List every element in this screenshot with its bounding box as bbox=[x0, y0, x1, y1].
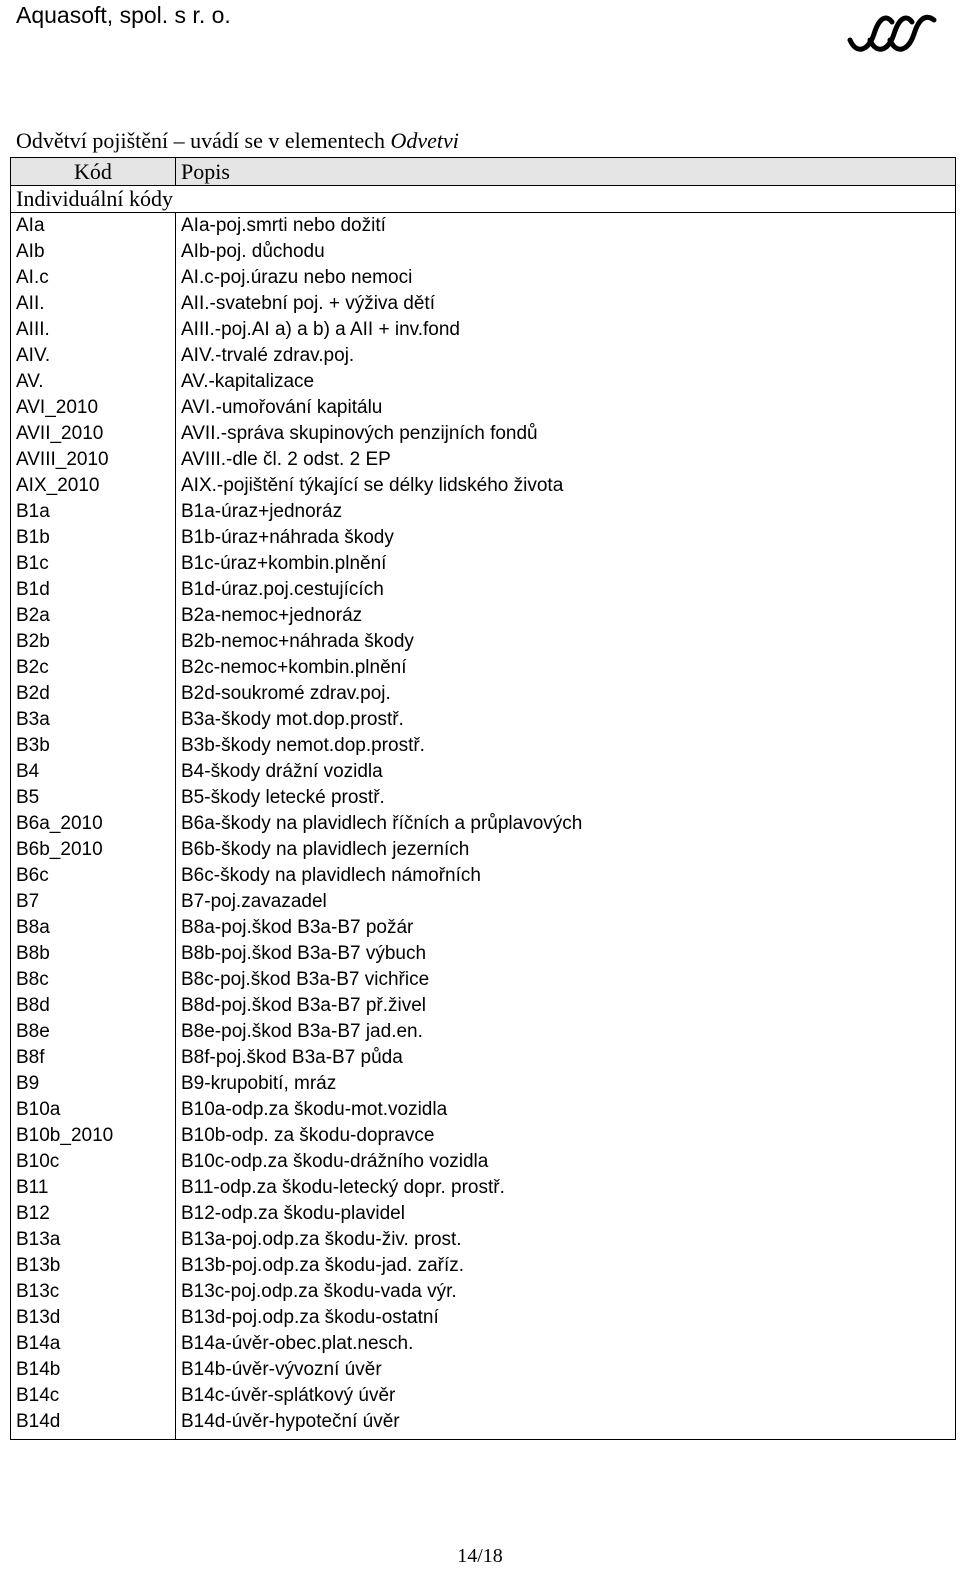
code-cell: B14c bbox=[11, 1383, 176, 1409]
description-cell: B1c-úraz+kombin.plnění bbox=[176, 551, 956, 577]
table-row bbox=[11, 1331, 956, 1357]
description-cell: B8d-poj.škod B3a-B7 př.živel bbox=[176, 993, 956, 1019]
description-cell: B14b-úvěr-vývozní úvěr bbox=[176, 1357, 956, 1383]
description-cell: B5-škody letecké prostř. bbox=[176, 785, 956, 811]
table-row bbox=[11, 1175, 956, 1201]
code-cell: B14a bbox=[11, 1331, 176, 1357]
table-row bbox=[11, 525, 956, 551]
code-cell: AIX_2010 bbox=[11, 473, 176, 499]
code-cell: AIa bbox=[11, 213, 176, 240]
table-row bbox=[11, 395, 956, 421]
code-cell: B1c bbox=[11, 551, 176, 577]
description-cell: AVIII.-dle čl. 2 odst. 2 EP bbox=[176, 447, 956, 473]
code-cell: AV. bbox=[11, 369, 176, 395]
description-cell: B2d-soukromé zdrav.poj. bbox=[176, 681, 956, 707]
description-cell: B12-odp.za škodu-plavidel bbox=[176, 1201, 956, 1227]
table-row bbox=[11, 1383, 956, 1409]
code-cell: B8d bbox=[11, 993, 176, 1019]
code-cell: B5 bbox=[11, 785, 176, 811]
code-cell: B10c bbox=[11, 1149, 176, 1175]
description-cell: B13c-poj.odp.za škodu-vada výr. bbox=[176, 1279, 956, 1305]
code-cell: AIII. bbox=[11, 317, 176, 343]
heading-element-name: Odvetvi bbox=[390, 128, 459, 153]
description-cell: AIX.-pojištění týkající se délky lidského života bbox=[176, 473, 956, 499]
code-cell: AI.c bbox=[11, 265, 176, 291]
table-row bbox=[11, 369, 956, 395]
table-row bbox=[11, 1045, 956, 1071]
code-cell: B13c bbox=[11, 1279, 176, 1305]
code-cell: B6c bbox=[11, 863, 176, 889]
description-cell: B7-poj.zavazadel bbox=[176, 889, 956, 915]
table-row bbox=[11, 473, 956, 499]
description-cell: B3b-škody nemot.dop.prostř. bbox=[176, 733, 956, 759]
description-cell: AIa-poj.smrti nebo dožití bbox=[176, 213, 956, 240]
description-cell: B13d-poj.odp.za škodu-ostatní bbox=[176, 1305, 956, 1331]
code-cell: B12 bbox=[11, 1201, 176, 1227]
description-cell: B11-odp.za škodu-letecký dopr. prostř. bbox=[176, 1175, 956, 1201]
code-cell: B2a bbox=[11, 603, 176, 629]
description-cell: B6b-škody na plavidlech jezerních bbox=[176, 837, 956, 863]
aquasoft-logo-icon bbox=[846, 4, 942, 58]
code-cell: B7 bbox=[11, 889, 176, 915]
table-row bbox=[11, 1305, 956, 1331]
description-cell: B8b-poj.škod B3a-B7 výbuch bbox=[176, 941, 956, 967]
code-cell: B13a bbox=[11, 1227, 176, 1253]
code-cell: AVI_2010 bbox=[11, 395, 176, 421]
description-cell: AII.-svatební poj. + výživa dětí bbox=[176, 291, 956, 317]
description-cell: B14c-úvěr-splátkový úvěr bbox=[176, 1383, 956, 1409]
description-cell: B10c-odp.za škodu-drážního vozidla bbox=[176, 1149, 956, 1175]
table-row bbox=[11, 1149, 956, 1175]
description-cell: B10a-odp.za škodu-mot.vozidla bbox=[176, 1097, 956, 1123]
table-row bbox=[11, 837, 956, 863]
code-cell: AVII_2010 bbox=[11, 421, 176, 447]
description-cell: B4-škody drážní vozidla bbox=[176, 759, 956, 785]
code-cell: B6a_2010 bbox=[11, 811, 176, 837]
code-cell: B13d bbox=[11, 1305, 176, 1331]
code-cell: B1a bbox=[11, 499, 176, 525]
table-row bbox=[11, 1409, 956, 1440]
table-row bbox=[11, 213, 956, 240]
table-row bbox=[11, 1201, 956, 1227]
description-cell: B2c-nemoc+kombin.plnění bbox=[176, 655, 956, 681]
table-row bbox=[11, 499, 956, 525]
table-row bbox=[11, 1279, 956, 1305]
code-cell: AVIII_2010 bbox=[11, 447, 176, 473]
description-cell: B1d-úraz.poj.cestujících bbox=[176, 577, 956, 603]
code-cell: B9 bbox=[11, 1071, 176, 1097]
table-row bbox=[11, 1357, 956, 1383]
code-cell: B8a bbox=[11, 915, 176, 941]
table-header-row bbox=[11, 158, 956, 186]
company-name: Aquasoft, spol. s r. o. bbox=[16, 2, 231, 28]
table-row bbox=[11, 733, 956, 759]
description-cell: AVII.-správa skupinových penzijních fondů bbox=[176, 421, 956, 447]
description-cell: AI.c-poj.úrazu nebo nemoci bbox=[176, 265, 956, 291]
page-number: 14/18 bbox=[457, 1545, 503, 1567]
code-cell: B2d bbox=[11, 681, 176, 707]
description-cell: B1b-úraz+náhrada škody bbox=[176, 525, 956, 551]
description-cell: AIb-poj. důchodu bbox=[176, 239, 956, 265]
code-cell: B3b bbox=[11, 733, 176, 759]
code-cell: B14b bbox=[11, 1357, 176, 1383]
column-header-description: Popis bbox=[176, 158, 956, 186]
section-title: Individuální kódy bbox=[11, 186, 956, 213]
description-cell: B6a-škody na plavidlech říčních a průplavových bbox=[176, 811, 956, 837]
description-cell: B13b-poj.odp.za škodu-jad. zaříz. bbox=[176, 1253, 956, 1279]
table-row bbox=[11, 1019, 956, 1045]
code-cell: B14d bbox=[11, 1409, 176, 1440]
table-row bbox=[11, 343, 956, 369]
description-cell: AIV.-trvalé zdrav.poj. bbox=[176, 343, 956, 369]
table-row bbox=[11, 941, 956, 967]
heading-text: Odvětví pojištění – uvádí se v elementech bbox=[16, 128, 391, 153]
table-row bbox=[11, 785, 956, 811]
description-cell: B2b-nemoc+náhrada škody bbox=[176, 629, 956, 655]
code-cell: B11 bbox=[11, 1175, 176, 1201]
code-cell: B3a bbox=[11, 707, 176, 733]
table-body bbox=[11, 213, 956, 1440]
description-cell: B14a-úvěr-obec.plat.nesch. bbox=[176, 1331, 956, 1357]
table-row bbox=[11, 811, 956, 837]
insurance-codes-table bbox=[10, 157, 956, 1440]
table-row bbox=[11, 421, 956, 447]
code-cell: AII. bbox=[11, 291, 176, 317]
description-cell: AV.-kapitalizace bbox=[176, 369, 956, 395]
description-cell: B9-krupobití, mráz bbox=[176, 1071, 956, 1097]
code-cell: B10a bbox=[11, 1097, 176, 1123]
description-cell: B8e-poj.škod B3a-B7 jad.en. bbox=[176, 1019, 956, 1045]
table-row bbox=[11, 1097, 956, 1123]
table-row bbox=[11, 707, 956, 733]
description-cell: B3a-škody mot.dop.prostř. bbox=[176, 707, 956, 733]
code-cell: B4 bbox=[11, 759, 176, 785]
code-cell: B2b bbox=[11, 629, 176, 655]
code-cell: B13b bbox=[11, 1253, 176, 1279]
description-cell: B14d-úvěr-hypoteční úvěr bbox=[176, 1409, 956, 1440]
description-cell: B13a-poj.odp.za škodu-živ. prost. bbox=[176, 1227, 956, 1253]
code-cell: B1d bbox=[11, 577, 176, 603]
code-cell: B8c bbox=[11, 967, 176, 993]
description-cell: AIII.-poj.AI a) a b) a AII + inv.fond bbox=[176, 317, 956, 343]
table-row bbox=[11, 239, 956, 265]
table-row bbox=[11, 681, 956, 707]
description-cell: B8c-poj.škod B3a-B7 vichřice bbox=[176, 967, 956, 993]
description-cell: B8f-poj.škod B3a-B7 půda bbox=[176, 1045, 956, 1071]
column-header-code: Kód bbox=[11, 158, 176, 186]
table-row bbox=[11, 317, 956, 343]
code-cell: B1b bbox=[11, 525, 176, 551]
section-title-row bbox=[11, 186, 956, 213]
code-cell: AIb bbox=[11, 239, 176, 265]
table-row bbox=[11, 915, 956, 941]
table-row bbox=[11, 863, 956, 889]
description-cell: B2a-nemoc+jednoráz bbox=[176, 603, 956, 629]
table-row bbox=[11, 993, 956, 1019]
description-cell: B10b-odp. za škodu-dopravce bbox=[176, 1123, 956, 1149]
description-cell: AVI.-umořování kapitálu bbox=[176, 395, 956, 421]
table-row bbox=[11, 551, 956, 577]
description-cell: B6c-škody na plavidlech námořních bbox=[176, 863, 956, 889]
code-cell: B6b_2010 bbox=[11, 837, 176, 863]
table-row bbox=[11, 1123, 956, 1149]
section-heading bbox=[16, 128, 459, 154]
description-cell: B1a-úraz+jednoráz bbox=[176, 499, 956, 525]
table-row bbox=[11, 577, 956, 603]
table-row bbox=[11, 1253, 956, 1279]
table-row bbox=[11, 1071, 956, 1097]
table-row bbox=[11, 629, 956, 655]
description-cell: B8a-poj.škod B3a-B7 požár bbox=[176, 915, 956, 941]
table-row bbox=[11, 889, 956, 915]
table-row bbox=[11, 967, 956, 993]
table-row bbox=[11, 265, 956, 291]
table-row bbox=[11, 759, 956, 785]
table-row bbox=[11, 291, 956, 317]
table-row bbox=[11, 447, 956, 473]
code-cell: B8f bbox=[11, 1045, 176, 1071]
code-cell: AIV. bbox=[11, 343, 176, 369]
code-cell: B8b bbox=[11, 941, 176, 967]
code-cell: B2c bbox=[11, 655, 176, 681]
table-row bbox=[11, 655, 956, 681]
code-cell: B8e bbox=[11, 1019, 176, 1045]
table-row bbox=[11, 1227, 956, 1253]
code-cell: B10b_2010 bbox=[11, 1123, 176, 1149]
table-row bbox=[11, 603, 956, 629]
